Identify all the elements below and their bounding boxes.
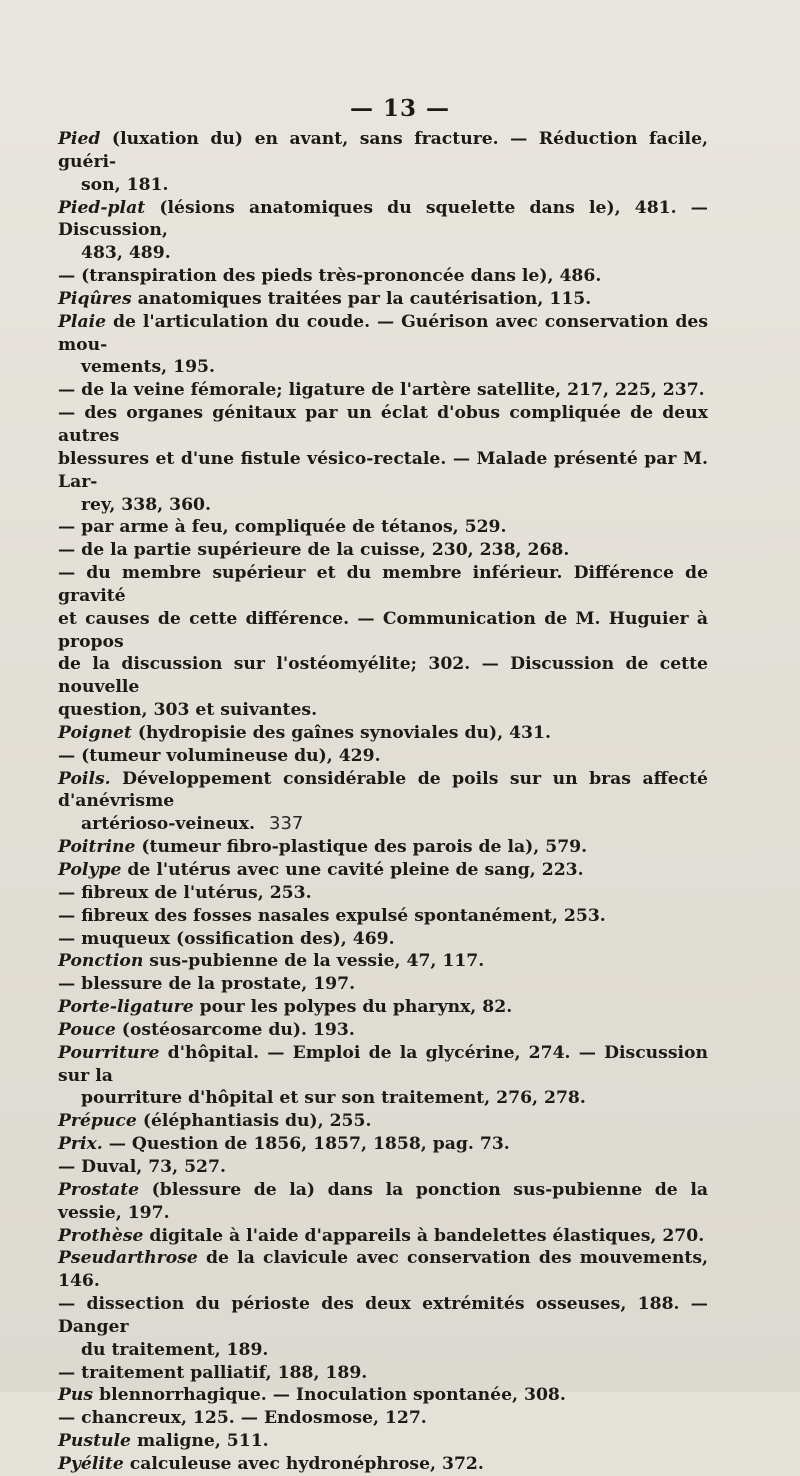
entry-text: sus-pubienne de la vessie, 47, 117. [143,951,485,972]
entry-continuation: 483, 489. [81,243,171,264]
entry-term: Pourriture [58,1042,160,1063]
entry-term: Prépuce [58,1111,137,1132]
index-subentry [58,539,708,562]
entry-text: d'hôpital. — Emploi de la glycérine, 274. — Discussion sur la [58,1042,708,1086]
entry-text: blennorrhagique. — Inoculation spontanée, 308. [93,1385,566,1406]
entry-continuation-text: artérioso-veineux. [81,814,255,835]
entry-text: de l'utérus avec une cavité pleine de sang, 223. [121,860,584,880]
subentry-text: — par arme à feu, compliquée de tétanos, 529. [58,517,507,538]
entry-continuation: vements, 195. [81,357,215,378]
index-entry [58,311,708,380]
entry-text: (éléphantiasis du), 255. [136,1111,372,1132]
entry-continuation: pourriture d'hôpital et sur son traitement, 276, 278. [81,1088,586,1109]
subentry-continuation: du traitement, 189. [81,1339,269,1360]
entry-term: Pyélite [58,1453,124,1474]
entry-text: (lésions anatomiques du squelette dans le), 481. — Discussion, [58,197,708,241]
subentry-text: — fibreux de l'utérus, 253. [58,882,312,903]
index-entry [58,1179,708,1225]
index-subentry [58,1293,708,1362]
index-entry [58,1042,708,1111]
entry-term: Ponction [58,951,144,972]
entry-text: anatomiques traitées par la cautérisation, 115. [131,288,592,309]
page-number: — 13 — [349,95,451,122]
index-subentry [58,562,708,722]
entry-term: Plaie [58,311,107,332]
entry-term: Pustule [58,1431,131,1452]
entry-text: digitale à l'aide d'appareils à bandelettes élastiques, 270. [143,1225,705,1246]
index-subentry [58,973,708,996]
index-entry [58,288,708,311]
index-entry [58,768,708,837]
entry-term: Prothèse [58,1225,144,1246]
index-subentry [58,1156,708,1179]
subentry-continuation: rey, 338, 360. [81,494,212,515]
entry-text: (ostéosarcome du). 193. [115,1019,355,1040]
entry-term: Prix. [58,1134,103,1155]
subentry-text: — muqueux (ossification des), 469. [58,928,395,949]
index-entry [58,950,708,973]
subentry-text: — des organes génitaux par un éclat d'obus compliquée de deux autres [58,403,708,446]
entry-term: Poils. [58,768,111,789]
index-entry [58,197,708,266]
entry-text: maligne, 511. [131,1431,269,1452]
subentry-text: — de la veine fémorale; ligature de l'artère satellite, 217, 225, 237. [58,380,705,401]
index-subentry [58,379,708,402]
subentry-text: — (tumeur volumineuse du), 429. [58,745,381,766]
index-list [58,128,708,1476]
index-entry [58,1225,708,1248]
index-entry [58,1247,708,1293]
index-subentry [58,1407,708,1430]
entry-text: (hydropisie des gaînes synoviales du), 431. [131,722,551,743]
entry-term: Porte-ligature [58,997,194,1018]
entry-term: Pus [58,1385,94,1406]
entry-term: Pied-plat [58,197,146,218]
handwritten-note: 337 [269,813,304,835]
subentry-continuation: et causes de cette différence. — Communication de M. Huguier à propos [58,608,708,652]
entry-text: — Question de 1856, 1857, 1858, pag. 73. [102,1134,510,1155]
subentry-text: — traitement palliatif, 188, 189. [58,1362,368,1383]
entry-continuation [58,813,708,836]
entry-text: Développement considérable de poils sur un bras affecté d'anévrisme [58,768,708,812]
index-entry [58,1430,708,1453]
subentry-continuation: de la discussion sur l'ostéomyélite; 302. — Discussion de cette nouvelle [58,654,708,698]
entry-term: Piqûres [58,288,132,309]
index-subentry [58,745,708,768]
subentry-continuation: blessures et d'une fistule vésico-rectale. — Malade présenté par M. Lar- [58,448,708,492]
entry-text: (blessure de la) dans la ponction sus-pubienne de la vessie, 197. [58,1179,708,1223]
index-subentry [58,1362,708,1385]
entry-term: Pied [58,129,101,149]
entry-text: calculeuse avec hydronéphrose, 372. [123,1453,484,1474]
entry-term: Pouce [58,1019,116,1040]
entry-term: Pseudarthrose [58,1248,198,1269]
entry-text: de l'articulation du coude. — Guérison avec conservation des mou- [58,311,708,355]
subentry-text: — Duval, 73, 527. [58,1156,226,1177]
index-entry [58,996,708,1019]
subentry-text: — chancreux, 125. — Endosmose, 127. [58,1408,427,1429]
subentry-text: — blessure de la prostate, 197. [58,974,356,995]
subentry-text: — du membre supérieur et du membre inférieur. Différence de gravité [58,563,708,606]
index-subentry [58,265,708,288]
index-entry [58,1384,708,1407]
index-entry [58,1133,708,1156]
subentry-continuation: question, 303 et suivantes. [58,700,318,721]
index-entry [58,722,708,745]
index-entry [58,128,708,197]
index-entry [58,859,708,882]
index-entry [58,1019,708,1042]
index-subentry [58,928,708,951]
index-entry [58,836,708,859]
index-subentry [58,402,708,516]
subentry-text: — de la partie supérieure de la cuisse, 230, 238, 268. [58,540,570,561]
index-subentry [58,882,708,905]
entry-term: Polype [58,860,122,880]
entry-text: de la clavicule avec conservation des mouvements, 146. [58,1248,708,1292]
entry-term: Prostate [58,1179,140,1200]
subentry-text: — dissection du périoste des deux extrémités osseuses, 188. — Danger [58,1294,708,1337]
index-entry [58,1453,708,1476]
entry-text: (tumeur fibro-plastique des parois de la), 579. [135,837,588,858]
entry-text: (luxation du) en avant, sans fracture. — Réduction facile, guéri- [58,129,708,172]
index-entry [58,1110,708,1133]
index-subentry [58,905,708,928]
entry-continuation: son, 181. [81,174,169,195]
entry-text: pour les polypes du pharynx, 82. [193,997,513,1018]
entry-term: Poitrine [58,837,136,858]
entry-term: Poignet [58,722,132,743]
subentry-text: — fibreux des fosses nasales expulsé spontanément, 253. [58,905,606,926]
subentry-text: — (transpiration des pieds très-prononcée dans le), 486. [58,266,602,287]
index-subentry [58,516,708,539]
